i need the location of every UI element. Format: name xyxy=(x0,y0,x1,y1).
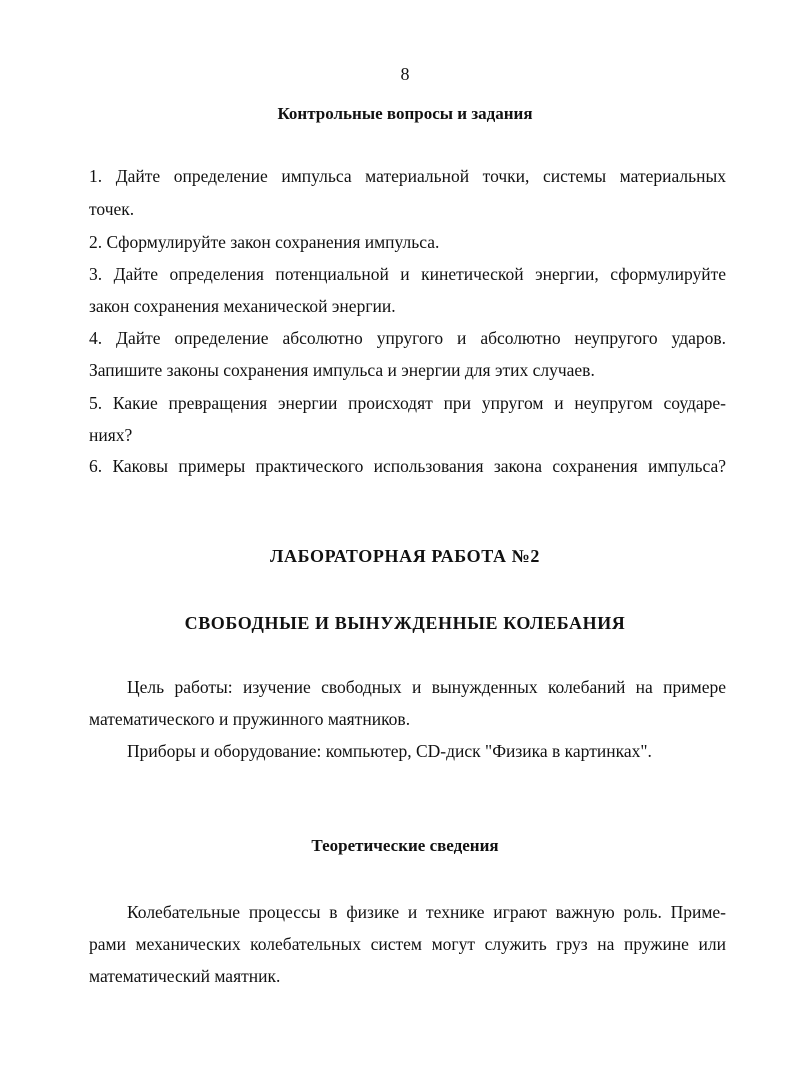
theory-line-1: Колебательные процессы в физике и технике играют важную роль. Приме- xyxy=(127,902,726,922)
question-5-line-2: ниях? xyxy=(89,425,133,445)
theory-line-3: математический маятник. xyxy=(89,966,281,986)
question-1-line-1: 1. Дайте определение импульса материальной точки, системы материальных xyxy=(89,166,726,186)
lab-topic-title: СВОБОДНЫЕ И ВЫНУЖДЕННЫЕ КОЛЕБАНИЯ xyxy=(184,613,626,633)
lab-goal-line-1: Цель работы: изучение свободных и вынужденных колебаний на примере xyxy=(127,677,726,697)
control-questions-title: Контрольные вопросы и задания xyxy=(277,104,533,123)
question-3-line-1: 3. Дайте определения потенциальной и кинетической энергии, сформулируйте xyxy=(89,264,726,284)
question-6-line-1: 6. Каковы примеры практического использования закона сохранения импульса? xyxy=(89,456,726,476)
lab-number-title: ЛАБОРАТОРНАЯ РАБОТА №2 xyxy=(270,546,540,566)
question-1-line-2: точек. xyxy=(89,199,135,219)
theory-line-2: рами механических колебательных систем могут служить груз на пружине или xyxy=(89,934,726,954)
lab-equipment: Приборы и оборудование: компьютер, CD-диск "Физика в картинках". xyxy=(127,741,652,761)
question-3-line-2: закон сохранения механической энергии. xyxy=(89,296,396,316)
question-5-line-1: 5. Какие превращения энергии происходят при упругом и неупругом соударе- xyxy=(89,393,726,413)
question-4-line-1: 4. Дайте определение абсолютно упругого и абсолютно неупругого ударов. xyxy=(89,328,726,348)
question-2-line-1: 2. Сформулируйте закон сохранения импульса. xyxy=(89,232,440,252)
theory-title: Теоретические сведения xyxy=(311,836,499,855)
lab-goal-line-2: математического и пружинного маятников. xyxy=(89,709,411,729)
question-4-line-2: Запишите законы сохранения импульса и энергии для этих случаев. xyxy=(89,360,595,380)
page-number: 8 xyxy=(400,64,410,84)
